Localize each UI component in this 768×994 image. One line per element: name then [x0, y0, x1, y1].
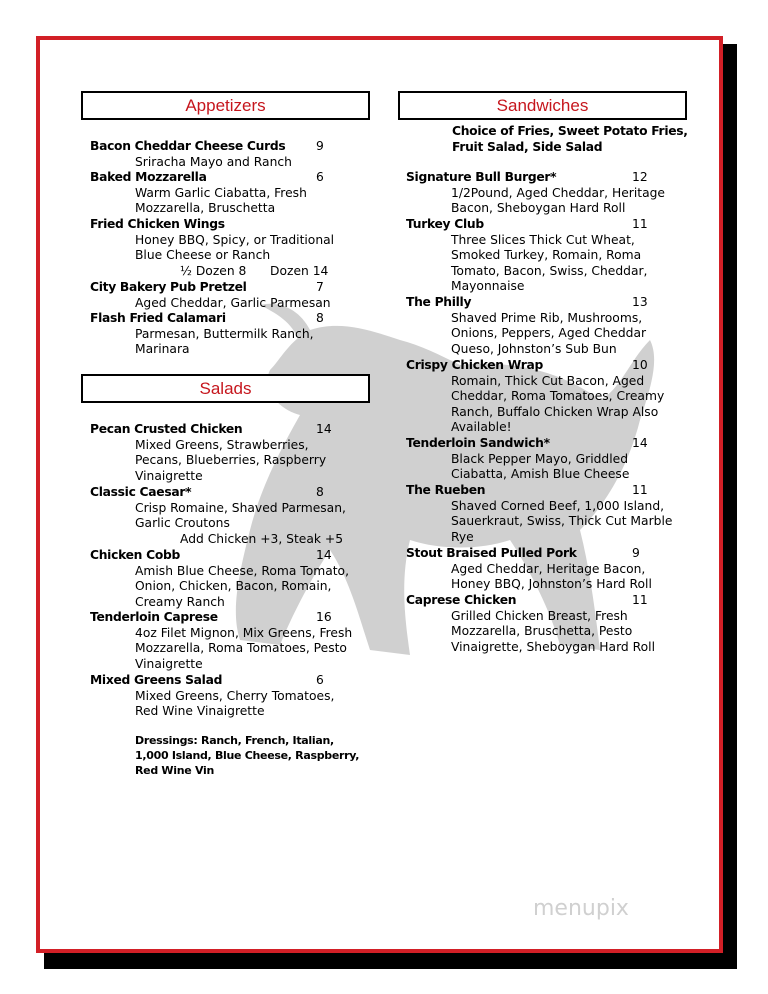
item-desc: Aged Cheddar, Heritage Bacon, Honey BBQ, Johnston’s Hard Roll — [451, 561, 652, 592]
wings-half-price: ½ Dozen 8 — [180, 263, 247, 278]
item-price: 14 — [316, 422, 332, 436]
item-price: 6 — [316, 673, 324, 687]
item-name: Crispy Chicken Wrap — [406, 358, 544, 372]
item-price: 11 — [632, 217, 648, 231]
item-desc: Shaved Prime Rib, Mushrooms, Onions, Peppers, Aged Cheddar Queso, Johnston’s Sub Bun — [451, 310, 647, 356]
item-desc: Black Pepper Mayo, Griddled Ciabatta, Amish Blue Cheese — [451, 451, 630, 482]
item-desc: Honey BBQ, Spicy, or Traditional Blue Cheese or Ranch — [135, 232, 335, 263]
item-price: 8 — [316, 311, 324, 325]
menupix-watermark: menupix — [533, 896, 629, 921]
item-price: 16 — [316, 610, 332, 624]
item-desc: Warm Garlic Ciabatta, Fresh Mozzarella, Bruschetta — [135, 185, 307, 216]
item-name: Stout Braised Pulled Pork — [406, 546, 577, 560]
item-price: 12 — [632, 170, 648, 184]
item-price: 10 — [632, 358, 648, 372]
sides-text: Choice of Fries, Sweet Potato Fries, Fruit Salad, Side Salad — [452, 124, 688, 154]
sandwiches-header — [398, 91, 687, 120]
item-desc: Sriracha Mayo and Ranch — [135, 154, 292, 169]
appetizers-title: Appetizers — [185, 95, 266, 115]
item-name: City Bakery Pub Pretzel — [90, 280, 247, 294]
sandwiches-title: Sandwiches — [496, 95, 589, 115]
item-desc: Amish Blue Cheese, Roma Tomato, Onion, Chicken, Bacon, Romain, Creamy Ranch — [135, 563, 349, 609]
item-desc: Mixed Greens, Strawberries, Pecans, Blueberries, Raspberry Vinaigrette — [135, 437, 327, 483]
caesar-addon: Add Chicken +3, Steak +5 — [180, 531, 344, 546]
item-name: Tenderloin Caprese — [90, 610, 218, 624]
item-name: The Philly — [406, 295, 472, 309]
item-price: 11 — [632, 483, 648, 497]
item-price: 14 — [316, 548, 332, 562]
item-name: Turkey Club — [406, 217, 484, 231]
item-name: Chicken Cobb — [90, 548, 180, 562]
item-name: Tenderloin Sandwich* — [406, 436, 550, 450]
item-name: Signature Bull Burger* — [406, 170, 557, 184]
salads-header — [81, 374, 370, 403]
item-name: Bacon Cheddar Cheese Curds — [90, 139, 286, 153]
item-price: 11 — [632, 593, 648, 607]
item-desc: Mixed Greens, Cherry Tomatoes, Red Wine Vinaigrette — [135, 688, 335, 719]
item-name: Pecan Crusted Chicken — [90, 422, 243, 436]
item-price: 9 — [316, 139, 324, 153]
appetizers-header — [81, 91, 370, 120]
item-desc: Romain, Thick Cut Bacon, Aged Cheddar, Roma Tomatoes, Creamy Ranch, Buffalo Chicken Wrap Also Available! — [451, 373, 665, 435]
item-desc: Aged Cheddar, Garlic Parmesan — [135, 295, 331, 310]
item-desc: Shaved Corned Beef, 1,000 Island, Sauerkraut, Swiss, Thick Cut Marble Rye — [451, 498, 673, 544]
item-name: Classic Caesar* — [90, 485, 192, 499]
item-desc: Crisp Romaine, Shaved Parmesan, Garlic Croutons — [135, 500, 346, 531]
item-price: 8 — [316, 485, 324, 499]
salads-title: Salads — [199, 378, 252, 398]
wings-dozen-price: Dozen 14 — [270, 263, 329, 278]
item-name: Caprese Chicken — [406, 593, 517, 607]
item-price: 14 — [632, 436, 648, 450]
item-desc: 1/2Pound, Aged Cheddar, Heritage Bacon, Sheboygan Hard Roll — [451, 185, 665, 216]
item-desc: Parmesan, Buttermilk Ranch, Marinara — [135, 326, 314, 357]
item-price: 6 — [316, 170, 324, 184]
item-name: Mixed Greens Salad — [90, 673, 223, 687]
item-price: 9 — [632, 546, 640, 560]
item-price: 7 — [316, 280, 324, 294]
item-name: Flash Fried Calamari — [90, 311, 226, 325]
item-name: The Rueben — [406, 483, 486, 497]
item-name: Baked Mozzarella — [90, 170, 207, 184]
item-name: Fried Chicken Wings — [90, 217, 225, 231]
item-desc: Three Slices Thick Cut Wheat, Smoked Turkey, Romain, Roma Tomato, Bacon, Swiss, Cheddar, Mayonnaise — [451, 232, 648, 294]
item-desc: 4oz Filet Mignon, Mix Greens, Fresh Mozzarella, Roma Tomatoes, Pesto Vinaigrette — [135, 625, 353, 671]
item-price: 13 — [632, 295, 648, 309]
dressings-note: Dressings: Ranch, French, Italian, 1,000 Island, Blue Cheese, Raspberry, Red Wine Vin — [135, 734, 360, 777]
item-desc: Grilled Chicken Breast, Fresh Mozzarella, Bruschetta, Pesto Vinaigrette, Sheboygan Hard Roll — [451, 608, 655, 654]
